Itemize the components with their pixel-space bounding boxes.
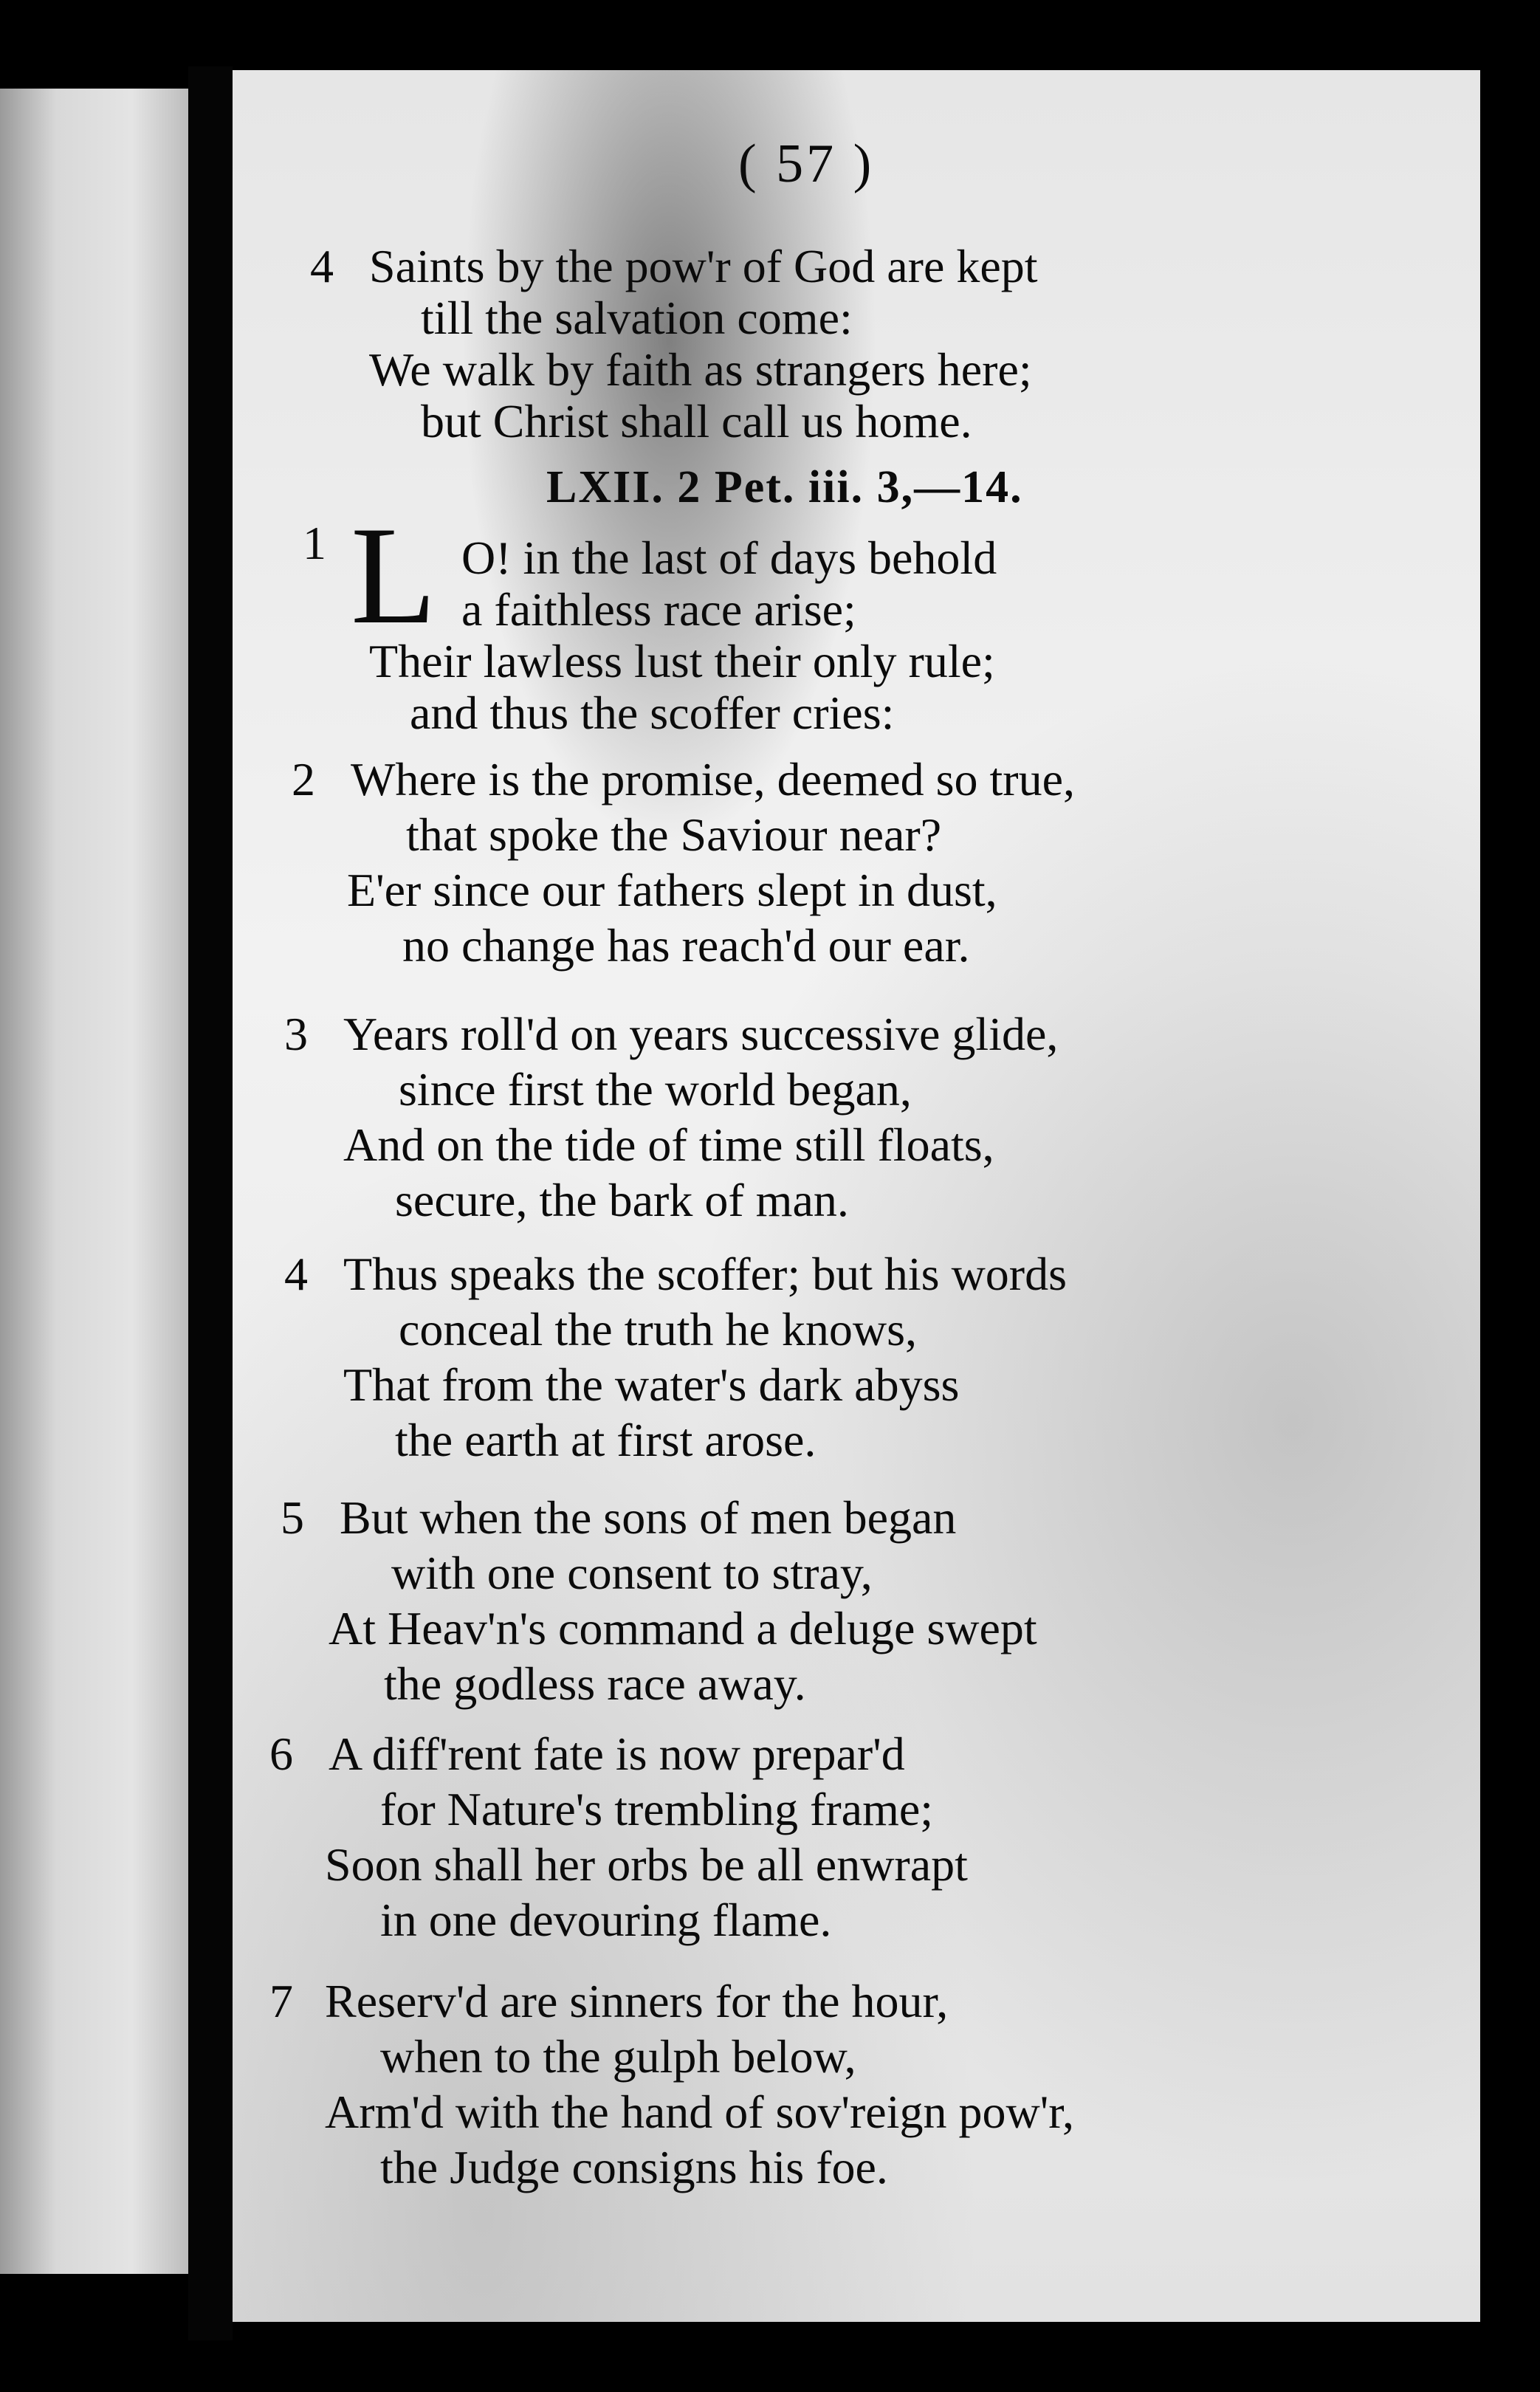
verse-line: no change has reach'd our ear. [402,919,970,972]
verse-line: for Nature's trembling frame; [380,1783,934,1835]
verse-line: secure, the bark of man. [395,1174,849,1226]
verse-line: and thus the scoffer cries: [410,687,895,739]
verse-line: that spoke the Saviour near? [406,808,942,861]
verse-line: Arm'd with the hand of sov'reign pow'r, [325,2086,1074,2138]
verse-line: conceal the truth he knows, [399,1303,917,1355]
verse-number: 3 [284,1008,308,1060]
verse-line: That from the water's dark abyss [343,1358,960,1411]
verse-line: when to the gulph below, [380,2030,856,2083]
verse-line: since first the world began, [399,1063,912,1116]
verse-number: 5 [281,1491,304,1544]
verse-line: Their lawless lust their only rule; [369,635,995,687]
verse-number: 1 [303,517,326,569]
verse-line: At Heav'n's command a deluge swept [329,1602,1037,1654]
verse-line: the godless race away. [384,1657,806,1710]
verse-line: Where is the promise, deemed so true, [351,753,1075,805]
verse-line: Saints by the pow'r of God are kept [369,240,1038,292]
facing-page-edge [0,89,188,2274]
verse-line: the earth at first arose. [395,1414,817,1466]
verse-number: 4 [284,1248,308,1300]
verse-line: E'er since our fathers slept in dust, [347,864,997,916]
verse-line: Thus speaks the scoffer; but his words [343,1248,1067,1300]
verse-number: 2 [292,753,315,805]
drop-cap-initial: L [351,498,437,653]
verse-line: in one devouring flame. [380,1894,832,1946]
verse-line: Reserv'd are sinners for the hour, [325,1975,949,2027]
verse-number: 6 [269,1728,293,1780]
verse-line: O! in the last of days behold [461,532,997,584]
verse-line: But when the sons of men began [340,1491,957,1544]
verse-line: We walk by faith as strangers here; [369,343,1032,396]
hymn-heading: LXII. 2 Pet. iii. 3,—14. [546,462,1023,512]
verse-line: A diff'rent fate is now prepar'd [329,1728,905,1780]
verse-line: with one consent to stray, [391,1547,873,1599]
verse-line: And on the tide of time still floats, [343,1118,994,1171]
verse-line: Soon shall her orbs be all enwrapt [325,1838,968,1891]
verse-line: Years roll'd on years successive glide, [343,1008,1059,1060]
binding-gutter [188,66,233,2340]
verse-line: till the salvation come: [421,292,853,344]
verse-line: but Christ shall call us home. [421,395,972,447]
verse-number: 4 [310,240,334,292]
page-number: ( 57 ) [738,134,875,194]
verse-line: a faithless race arise; [461,583,856,636]
verse-line: the Judge consigns his foe. [380,2141,888,2193]
verse-number: 7 [269,1975,293,2027]
